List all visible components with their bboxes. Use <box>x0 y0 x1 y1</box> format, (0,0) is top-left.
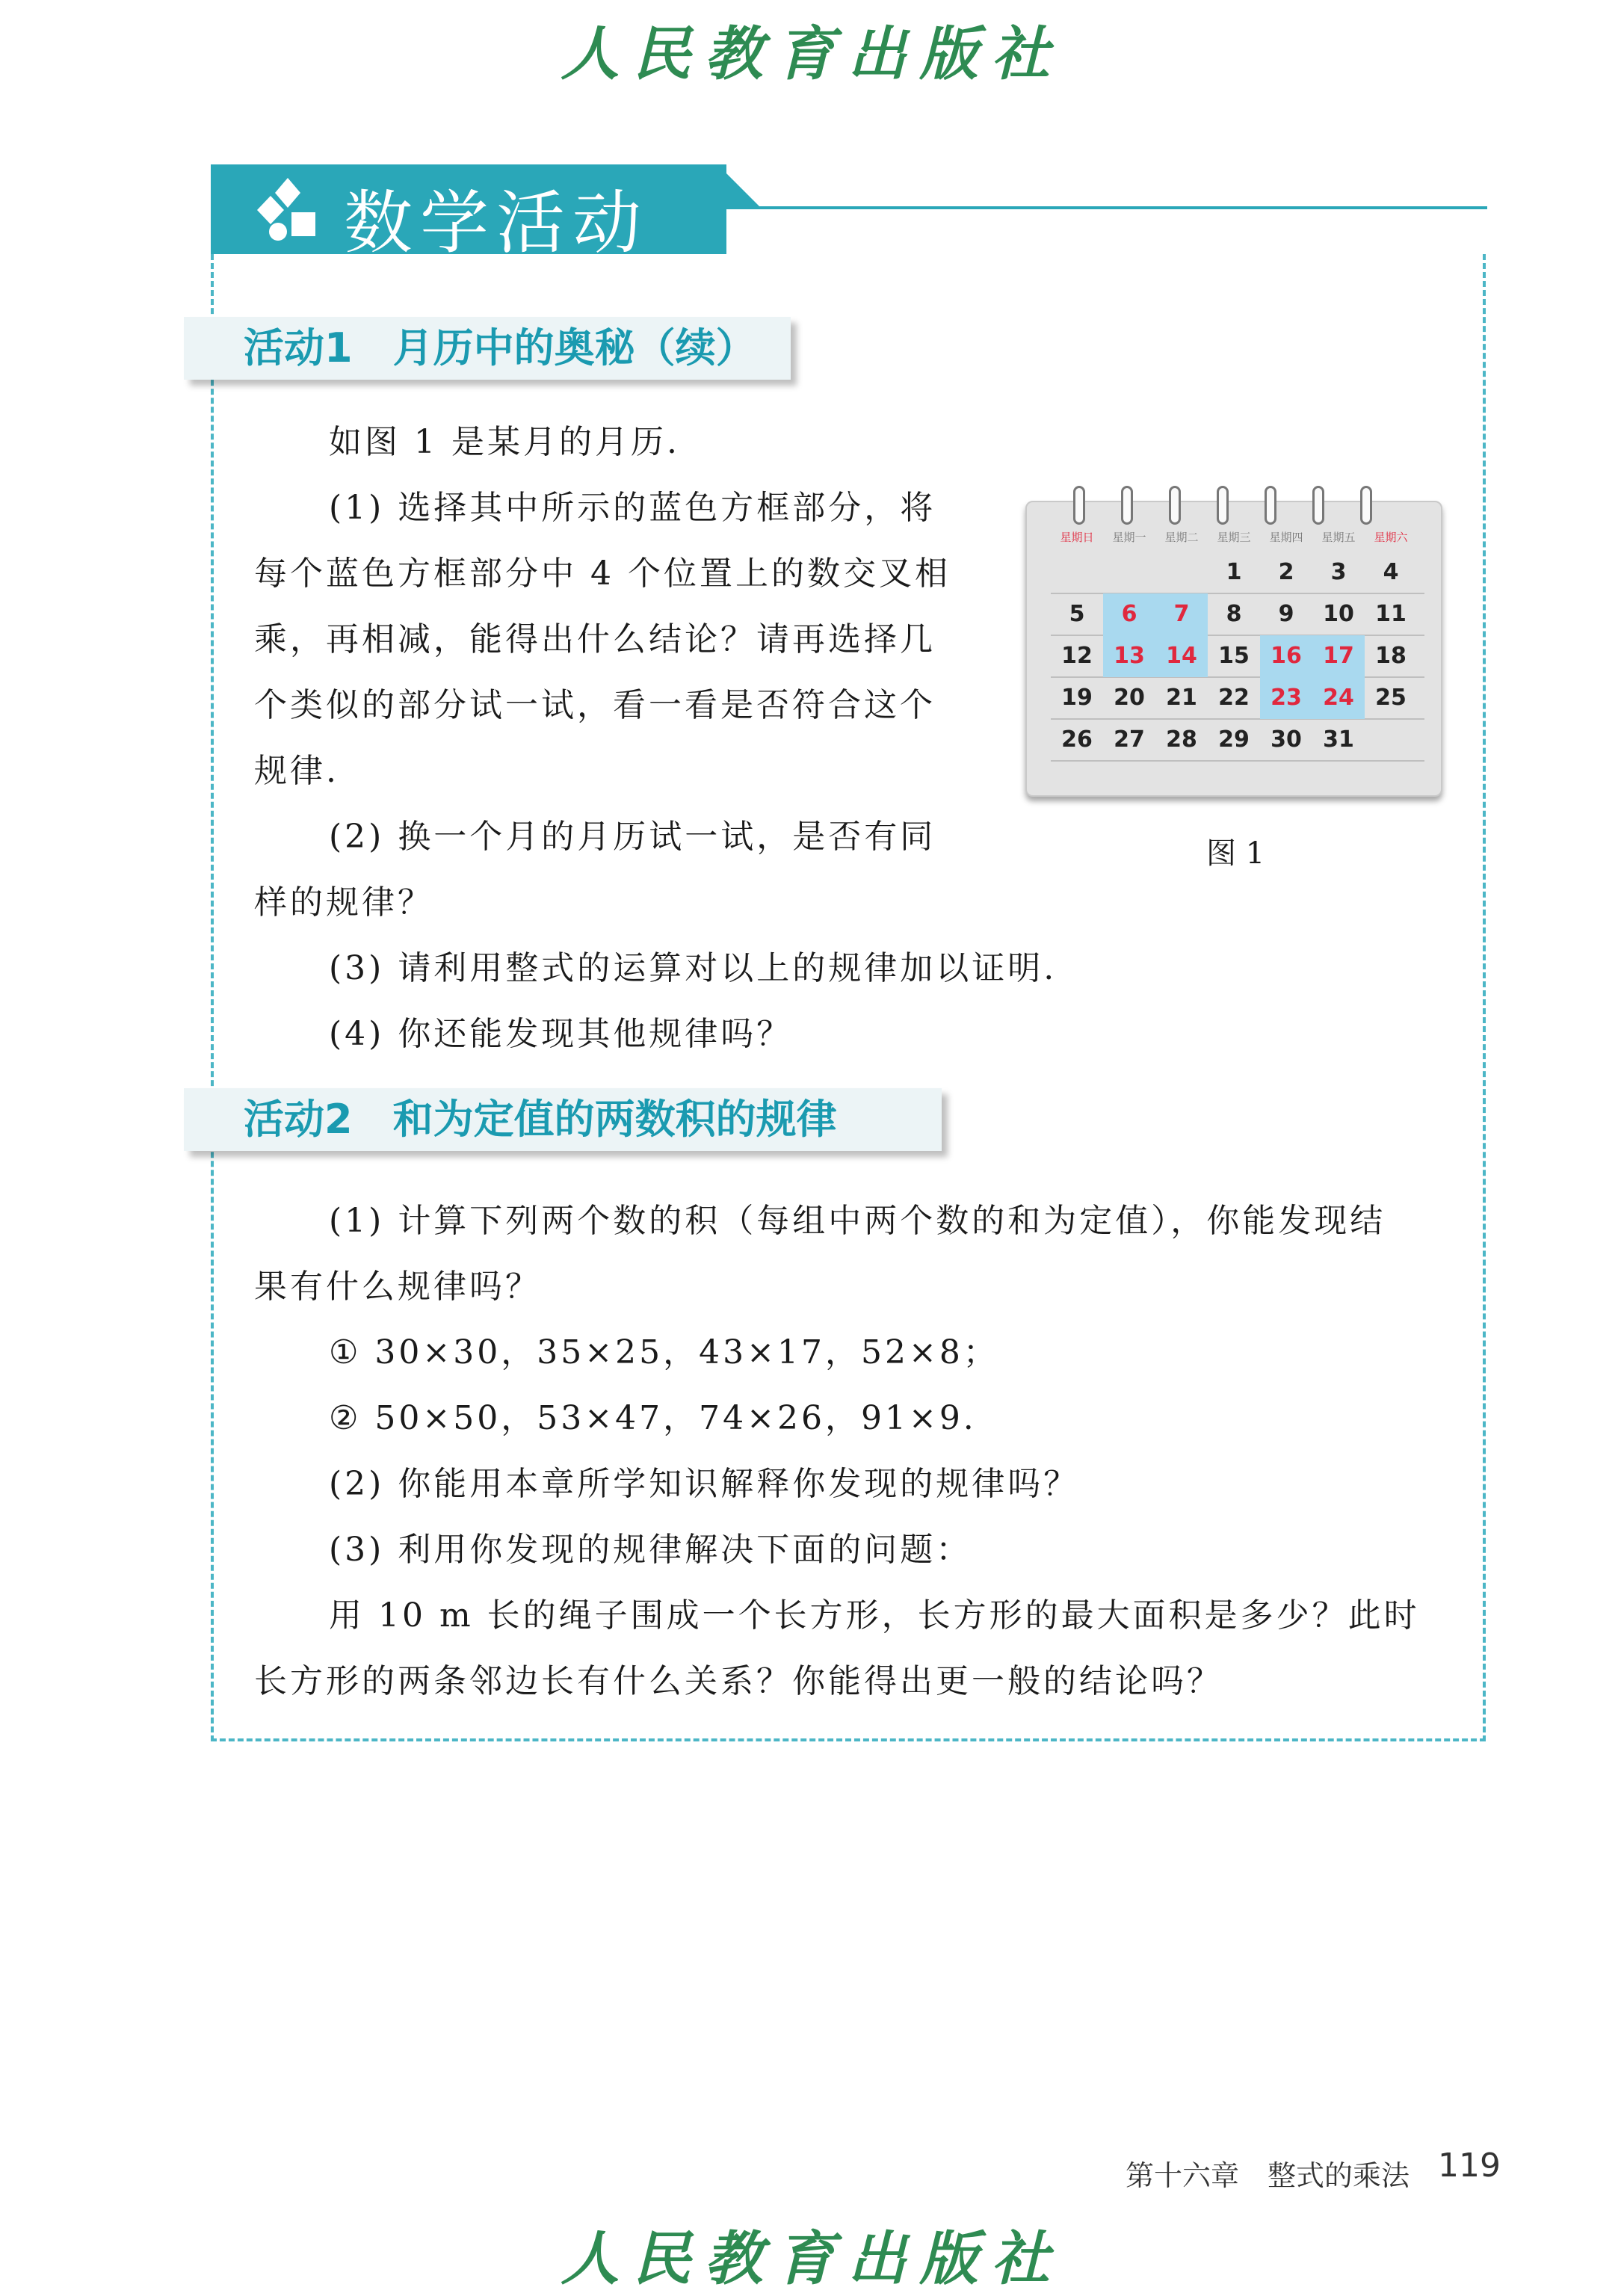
calendar-day: 12 <box>1061 643 1093 669</box>
calendar-day: 4 <box>1383 559 1399 585</box>
calendar-ring <box>1360 486 1372 525</box>
activity2-line: (2) 你能用本章所学知识解释你发现的规律吗？ <box>329 1465 1080 1503</box>
calendar-day: 27 <box>1114 726 1145 753</box>
calendar-day: 22 <box>1218 685 1250 711</box>
activity1-line: 个类似的部分试一试，看一看是否符合这个 <box>254 686 936 724</box>
calendar-day: 29 <box>1218 726 1250 753</box>
activity1-line: 样的规律？ <box>254 883 433 922</box>
calendar-weekday: 星期三 <box>1217 531 1251 544</box>
activity2-line: ② 50×50，53×47，74×26，91×9. <box>329 1399 977 1437</box>
activity-diamond-icon <box>254 176 321 244</box>
activity2-line: ① 30×30，35×25，43×17，52×8； <box>329 1333 999 1371</box>
calendar-weekday: 星期一 <box>1112 531 1146 544</box>
banner-tail <box>717 164 762 209</box>
calendar-day: 23 <box>1260 677 1312 719</box>
activity1-line: (4) 你还能发现其他规律吗？ <box>329 1015 793 1053</box>
activity1-line: (3) 请利用整式的运算对以上的规律加以证明. <box>329 949 1058 987</box>
calendar-day: 6 <box>1103 593 1155 635</box>
calendar-day: 15 <box>1218 643 1250 669</box>
calendar-day: 17 <box>1312 635 1365 677</box>
activity2-heading: 活动2 和为定值的两数积的规律 <box>184 1088 942 1151</box>
activity2-line: 长方形的两条邻边长有什么关系？你能得出更一般的结论吗？ <box>254 1662 1223 1700</box>
calendar-day: 19 <box>1061 685 1093 711</box>
calendar-day: 1 <box>1226 559 1242 585</box>
calendar-day: 21 <box>1166 685 1197 711</box>
calendar-weekday: 星期四 <box>1269 531 1303 544</box>
activity2-line: 用 10 m 长的绳子围成一个长方形，长方形的最大面积是多少？此时 <box>329 1596 1420 1635</box>
activity1-line: (2) 换一个月的月历试一试，是否有同 <box>329 818 936 856</box>
calendar-ring <box>1265 486 1276 525</box>
calendar-weekday: 星期二 <box>1164 531 1199 544</box>
calendar-weekday: 星期日 <box>1060 531 1094 544</box>
calendar-ring <box>1169 486 1181 525</box>
calendar-day: 10 <box>1323 601 1354 627</box>
calendar-ring <box>1312 486 1324 525</box>
calendar-day: 9 <box>1278 601 1294 627</box>
calendar-ring <box>1217 486 1229 525</box>
calendar-day: 25 <box>1375 685 1407 711</box>
calendar-day: 11 <box>1375 601 1407 627</box>
chapter-footer: 第十六章 整式的乘法 <box>1126 2159 1410 2192</box>
calendar-day: 18 <box>1375 643 1407 669</box>
calendar-day: 31 <box>1323 726 1354 753</box>
calendar-weekday: 星期六 <box>1374 531 1408 544</box>
calendar-ring <box>1073 486 1085 525</box>
activity1-line: 如图 1 是某月的月历. <box>329 423 680 461</box>
figure-caption: 图 1 <box>1206 836 1265 871</box>
calendar-day: 24 <box>1312 677 1365 719</box>
calendar-day: 3 <box>1330 559 1347 585</box>
section-title: 数学活动 <box>344 183 649 263</box>
calendar-day: 30 <box>1271 726 1302 753</box>
activity2-line: (1) 计算下列两个数的积（每组中两个数的和为定值），你能发现结 <box>329 1202 1386 1240</box>
calendar-day: 8 <box>1226 601 1242 627</box>
calendar-day: 20 <box>1114 685 1145 711</box>
publisher-logo-bottom: 人民教育出版社 <box>561 2225 1063 2293</box>
calendar-day: 14 <box>1155 635 1208 677</box>
calendar-day: 13 <box>1103 635 1155 677</box>
activity1-line: (1) 选择其中所示的蓝色方框部分，将 <box>329 489 936 527</box>
activity1-line: 乘，再相减，能得出什么结论？请再选择几 <box>254 620 936 658</box>
banner-rule <box>725 206 1487 209</box>
calendar-ring <box>1121 486 1133 525</box>
calendar-day: 5 <box>1069 601 1085 627</box>
activity1-heading: 活动1 月历中的奥秘（续） <box>184 317 791 380</box>
calendar-figure <box>1025 486 1442 797</box>
activity2-line: (3) 利用你发现的规律解决下面的问题： <box>329 1531 972 1569</box>
activity2-line: 果有什么规律吗？ <box>254 1268 541 1306</box>
activity1-line: 每个蓝色方框部分中 4 个位置上的数交叉相 <box>254 555 951 593</box>
calendar-day: 16 <box>1260 635 1312 677</box>
activity1-line: 规律. <box>254 752 339 790</box>
calendar-day: 26 <box>1061 726 1093 753</box>
calendar-weekday: 星期五 <box>1321 531 1356 544</box>
page-number: 119 <box>1438 2147 1501 2185</box>
publisher-logo-top: 人民教育出版社 <box>561 20 1063 88</box>
calendar-day: 2 <box>1278 559 1294 585</box>
calendar-day: 7 <box>1155 593 1208 635</box>
calendar-day: 28 <box>1166 726 1197 753</box>
